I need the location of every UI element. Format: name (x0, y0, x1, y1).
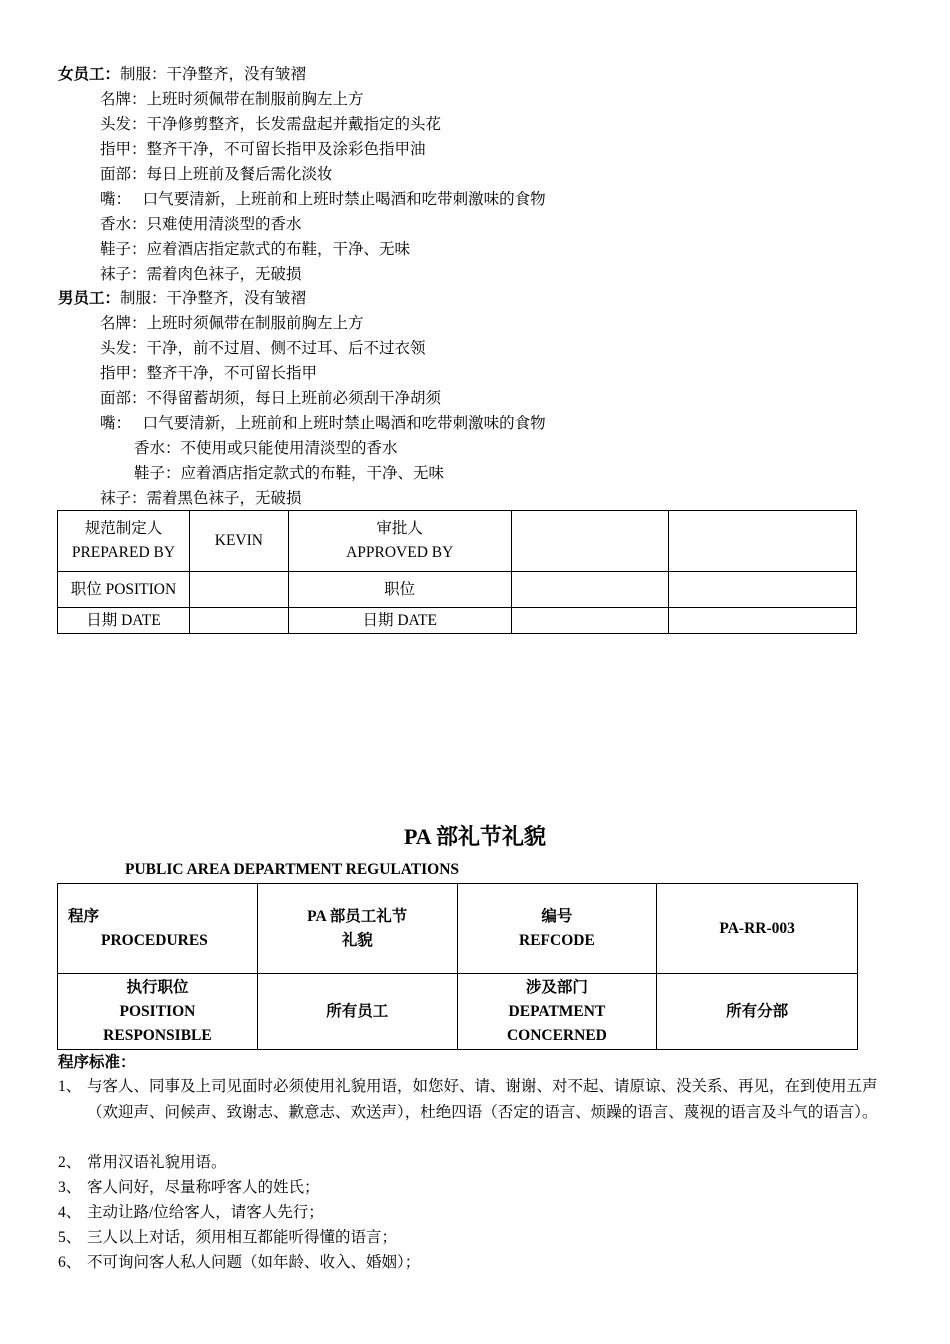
position-value (189, 572, 288, 608)
female-uniform: 制服：干净整齐，没有皱褶 (120, 66, 307, 83)
female-item-perfume: 香水：只难使用清淡型的香水 (100, 216, 302, 233)
signature-table (57, 510, 857, 634)
approved-by-value (511, 511, 669, 572)
female-heading: 女员工： (58, 66, 121, 83)
standards-heading: 程序标准： (58, 1054, 136, 1071)
date-label-2: 日期 DATE (288, 608, 511, 634)
standard-item-5: 5、 三人以上对话，须用相互都能听得懂的语言； (58, 1229, 398, 1246)
procedures-label: 程序 PROCEDURES (58, 884, 258, 974)
department-value: 所有分部 (657, 974, 858, 1050)
female-uniform-line (58, 65, 306, 85)
approved-by-extra (669, 511, 857, 572)
female-item-nails: 指甲：整齐干净，不可留长指甲及涂彩色指甲油 (100, 141, 426, 158)
approved-by-label: 审批人 APPROVED BY (288, 511, 511, 572)
refcode-value: PA-RR-003 (657, 884, 858, 974)
female-item-shoes: 鞋子：应着酒店指定款式的布鞋，干净、无味 (100, 241, 411, 258)
responsible-value: 所有员工 (257, 974, 457, 1050)
male-item-socks: 袜子：需着黑色袜子，无破损 (100, 490, 302, 507)
regulation-table (57, 883, 858, 1050)
male-item-nails: 指甲：整齐干净，不可留长指甲 (100, 365, 318, 382)
section-title: PA 部礼节礼貌 (404, 824, 546, 849)
standard-item-6: 6、 不可询问客人私人问题（如年龄、收入、婚姻）； (58, 1254, 421, 1271)
position-value-2 (511, 572, 669, 608)
male-item-perfume: 香水：不使用或只能使用清淡型的香水 (134, 440, 398, 457)
female-item-mouth: 嘴： 口气要清新，上班前和上班时禁止喝酒和吃带刺激味的食物 (100, 191, 546, 208)
position-extra (669, 572, 857, 608)
female-item-socks: 袜子：需着肉色袜子，无破损 (100, 266, 302, 283)
female-item-hair: 头发：干净修剪整齐，长发需盘起并戴指定的头花 (100, 116, 442, 133)
standard-item-2: 2、 常用汉语礼貌用语。 (58, 1154, 227, 1171)
position-label-2: 职位 (288, 572, 511, 608)
female-item-badge: 名牌：上班时须佩带在制服前胸左上方 (100, 91, 364, 108)
male-item-hair: 头发：干净，前不过眉、侧不过耳、后不过衣领 (100, 340, 426, 357)
procedure-name: PA 部员工礼节 礼貌 (257, 884, 457, 974)
responsible-label: 执行职位 POSITION RESPONSIBLE (58, 974, 258, 1050)
department-label: 涉及部门 DEPATMENT CONCERNED (457, 974, 657, 1050)
section-subtitle: PUBLIC AREA DEPARTMENT REGULATIONS (125, 861, 460, 878)
male-item-face: 面部：不得留蓄胡须，每日上班前必须刮干净胡须 (100, 390, 442, 407)
standard-item-4: 4、 主动让路/位给客人，请客人先行； (58, 1204, 324, 1221)
prepared-by-label: 规范制定人 PREPARED BY (58, 511, 190, 572)
refcode-label: 编号 REFCODE (457, 884, 657, 974)
date-value (189, 608, 288, 634)
standard-item-3: 3、 客人问好，尽量称呼客人的姓氏； (58, 1179, 320, 1196)
date-label: 日期 DATE (58, 608, 190, 634)
male-uniform: 制服：干净整齐，没有皱褶 (120, 290, 307, 307)
male-uniform-line (58, 289, 306, 309)
male-heading: 男员工： (58, 290, 121, 307)
female-item-face: 面部：每日上班前及餐后需化淡妆 (100, 166, 333, 183)
male-item-shoes: 鞋子：应着酒店指定款式的布鞋，干净、无味 (134, 465, 445, 482)
prepared-by-value: KEVIN (189, 511, 288, 572)
male-item-mouth: 嘴： 口气要清新，上班前和上班时禁止喝酒和吃带刺激味的食物 (100, 415, 546, 432)
position-label: 职位 POSITION (58, 572, 190, 608)
date-extra (669, 608, 857, 634)
male-item-badge: 名牌：上班时须佩带在制服前胸左上方 (100, 315, 364, 332)
date-value-2 (511, 608, 669, 634)
standard-item-1: 1、 与客人、同事及上司见面时必须使用礼貌用语，如您好、请、谢谢、对不起、请原谅、没关系、再见，在到使用五声（欢迎声、问候声、致谢志、歉意志、欢送声），杜绝四语（否定的语言、烦躁的语言、蔑视的语言及斗气的语言）。 (58, 1078, 878, 1121)
